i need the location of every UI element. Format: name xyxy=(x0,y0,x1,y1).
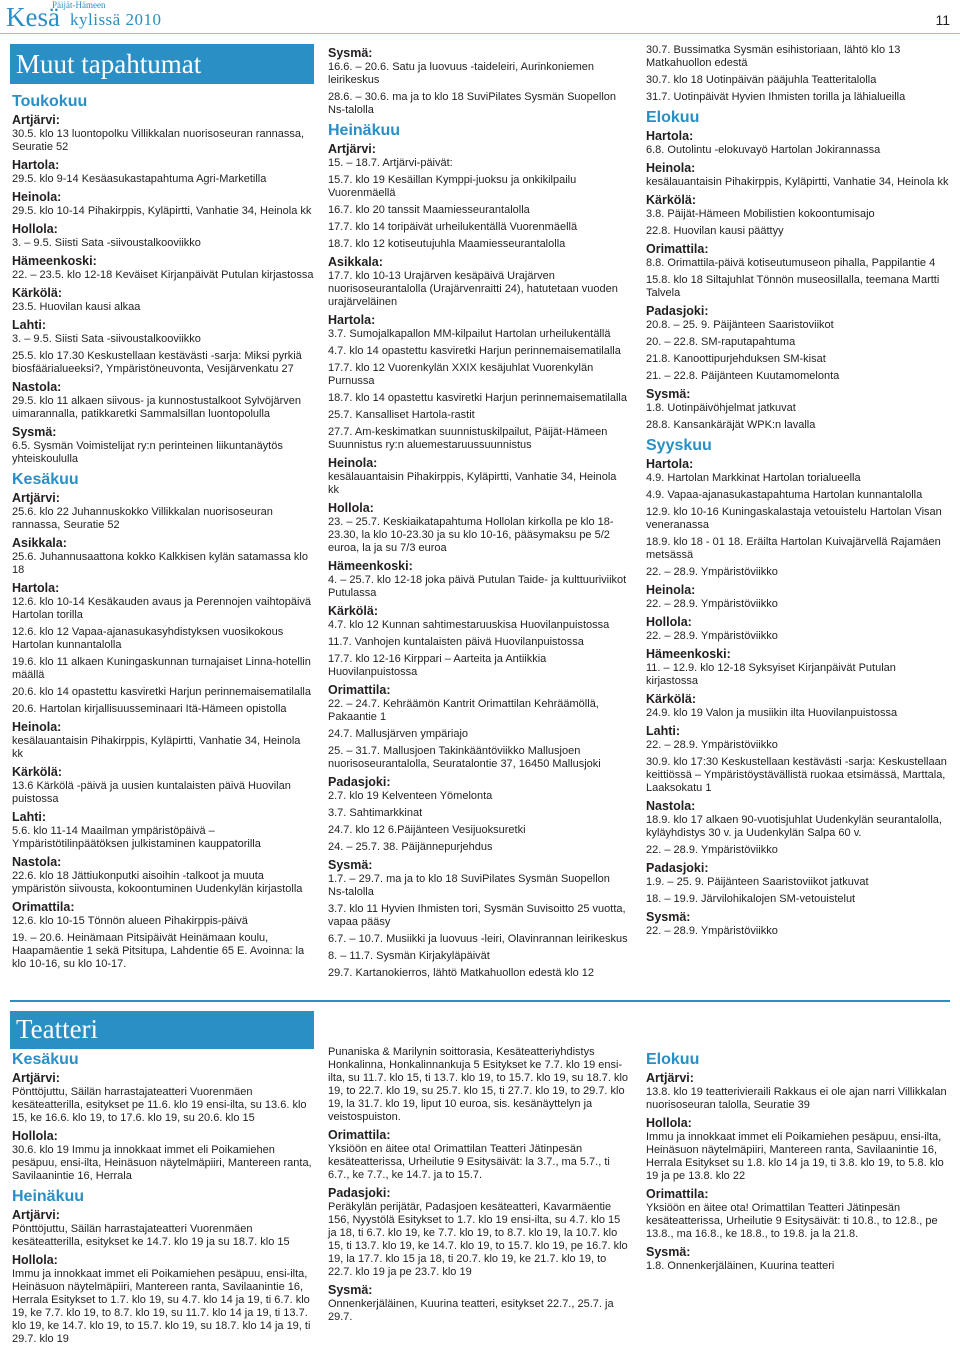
event-entry: 12.6. klo 12 Vapaa-ajanasukasyhdistyksen vuosikokous Hartolan kunnantalolla xyxy=(12,626,284,651)
event-entry: kesälauantaisin Pihakirppis, Kyläpirtti, Vanhatie 34, Heinola kk xyxy=(646,176,949,188)
event-entry: 18. – 19.9. Järvilohikalojen SM-vetouistelut xyxy=(646,893,856,905)
event-entry: 25.6. klo 22 Juhannuskokko Villikkalan nuorisoseuran rannassa, Seuratie 52 xyxy=(12,506,273,531)
town-heading: Nastola: xyxy=(12,380,62,394)
teatteri-column-2 xyxy=(328,1046,630,1328)
event-entry: 20.8. – 25. 9. Päijänteen Saaristoviikot xyxy=(646,319,834,331)
month-heading: Syyskuu xyxy=(646,437,712,454)
event-entry: 6.7. – 10.7. Musiikki ja luovuus -leiri, Olavinrannan leirikeskus xyxy=(328,933,628,945)
event-entry: 3.8. Päijät-Hämeen Mobilistien kokoontumisajo xyxy=(646,208,875,220)
event-entry: 3.7. Sahtimarkkinat xyxy=(328,807,423,819)
town-heading: Hartola: xyxy=(12,581,60,595)
event-entry: 13.6 Kärkölä -päivä ja uusien kuntalaisten päivä Huovilan puistossa xyxy=(12,780,291,805)
town-heading: Orimattila: xyxy=(646,1187,709,1201)
event-entry: 17.7. klo 12-16 Kirppari – Aarteita ja Antiikkia Huovilanpuistossa xyxy=(328,653,547,678)
event-entry: 23. – 25.7. Keskiaikatapahtuma Hollolan kirkolla pe klo 18-23.30, la klo 10-23.30 ja su klo 10-16, pääsymaksu pe 5/2 euroa, la ja su 7/3 euroa xyxy=(328,516,614,554)
event-entry: Pönttöjuttu, Säilän harrastajateatteri Vuorenmäen kesäteatterilla, esitykset ke 14.7. klo 19 ja su 18.7. klo 15 xyxy=(12,1223,290,1248)
event-entry: 17.7. klo 10-13 Urajärven kesäpäivä Urajärven nuorisoseurantalolla (Urajärvenraitti 24), hatutetaan vuoden urajärveläinen xyxy=(328,270,618,308)
page-number: 11 xyxy=(935,12,950,28)
event-entry: 24.7. klo 12 6.Päijänteen Vesijuoksuretki xyxy=(328,824,526,836)
town-heading: Padasjoki: xyxy=(646,304,709,318)
town-heading: Artjärvi: xyxy=(12,113,60,127)
event-entry: 4.7. klo 12 Kunnan sahtimestaruuskisa Huovilanpuistossa xyxy=(328,619,610,631)
event-entry: 18.9. klo 18 - 01 18. Eräilta Hartolan Kuivajärvellä Rajamäen metsässä xyxy=(646,536,941,561)
event-entry: Punaniska & Marilynin soittorasia, Kesäteatteriyhdistys Honkalinna, Honkalinnankuja 5 Esitykset ke 7.7. klo 19 ensi-ilta, su 11.7. klo 15, ti 13.7. klo 19, to 15.7. klo 19, su 18.7. klo 19, to 22.7. klo 19, su 25.7. klo 15, ti 27.7. klo 19, to 29.7. klo 19, la 31.7. klo 19, liput 10 euroa, sis. kesänäyttelyn ja veistospuiston. xyxy=(328,1046,629,1123)
event-entry: 3. – 9.5. Siisti Sata -siivoustalkooviikko xyxy=(12,237,201,249)
town-heading: Artjärvi: xyxy=(12,1071,60,1085)
event-entry: 22. – 23.5. klo 12-18 Keväiset Kirjanpäivät Putulan kirjastossa xyxy=(12,269,314,281)
town-heading: Kärkölä: xyxy=(646,193,697,207)
town-heading: Kärkölä: xyxy=(646,692,697,706)
month-heading: Heinäkuu xyxy=(328,122,401,139)
town-heading: Hollola: xyxy=(328,501,374,515)
event-entry: 22. – 28.9. Ympäristöviikko xyxy=(646,925,778,937)
event-entry: 5.6. klo 11-14 Maailman ympäristöpäivä – Ympäristötilinpäätöksen julkistaminen kauppatorilla xyxy=(12,825,261,850)
muut-column-3 xyxy=(646,44,950,942)
event-entry: Peräkylän perijätär, Padasjoen kesäteatteri, Kavarmäentie 156, Nyystölä Esitykset to 1.7. klo 19 ensi-ilta, su 4.7. klo 15 ja 18, ti 6.7. klo 19, ke 7.7. klo 19, to 8.7. klo 19, la 10.7. klo 15, ti 13.7. klo 19, ke 14.7. klo 19, to 15.7. klo 19, pe 16.7. klo 19, la 17.7. klo 15 ja 18, ti 20.7. klo 19, ke 21.7. klo 19, to 22.7. klo 19 ja pe 23.7. klo 19 xyxy=(328,1201,628,1278)
event-entry: 17.7. klo 12 Vuorenkylän XXIX kesäjuhlat Vuorenkylän Purnussa xyxy=(328,362,594,387)
event-entry: 16.7. klo 20 tanssit Maamiesseurantalolla xyxy=(328,204,530,216)
event-entry: Immu ja innokkaat immet eli Poikamiehen pesäpuu, ensi-ilta, Heinäsuon näytelmäpiiri, Mantereen ranta, Savilaanintie 16, Herrala Esitykset to 1.7. klo 19, su 4.7. klo 14 ja 19, ti 6.7. klo 19, ke 7.7. klo 19, to 8.7. klo 19, su 11.7. klo 14 ja 19, ti 13.7. klo 19, ke 14.7. klo 19, to 15.7. klo 19, su 18.7. klo 14 ja 19, ti 29.7. klo 19 xyxy=(12,1268,311,1345)
event-entry: 30.5. klo 13 luontopolku Villikkalan nuorisoseuran rannassa, Seuratie 52 xyxy=(12,128,305,153)
town-heading: Hartola: xyxy=(646,457,694,471)
town-heading: Orimattila: xyxy=(328,1128,391,1142)
town-heading: Hämeenkoski: xyxy=(328,559,413,573)
month-heading: Kesäkuu xyxy=(12,471,79,488)
town-heading: Hollola: xyxy=(646,615,692,629)
event-entry: 13.8. klo 19 teatterivieraili Rakkaus ei ole ajan narri Villikkalan nuorisoseuran talolla, Seuratie 39 xyxy=(646,1086,947,1111)
teatteri-column-3 xyxy=(646,1046,950,1277)
town-heading: Heinola: xyxy=(328,456,378,470)
town-heading: Artjärvi: xyxy=(328,142,376,156)
event-entry: 19.6. klo 11 alkaen Kuningaskunnan turnajaiset Linna-hotellin määllä xyxy=(12,656,311,681)
event-entry: 22. – 28.9. Ympäristöviikko xyxy=(646,844,778,856)
event-entry: 25.7. Kansalliset Hartola-rastit xyxy=(328,409,475,421)
town-heading: Hartola: xyxy=(646,129,694,143)
event-entry: 4. – 25.7. klo 12-18 joka päivä Putulan Taide- ja kulttuuriviikot Putulassa xyxy=(328,574,627,599)
event-entry: 30.9. klo 17:30 Keskustellaan kestävästi -sarja: Keskustellaan keittiössä – Ympäristöystävällistä ruokaa etsimässä, Marttala, Laaksokatu 1 xyxy=(646,756,947,794)
event-entry: 1.7. – 29.7. ma ja to klo 18 SuviPilates Sysmän Suopellon Ns-talolla xyxy=(328,873,610,898)
brand-big: Kesä xyxy=(6,2,60,32)
event-entry: 15. – 18.7. Artjärvi-päivät: xyxy=(328,157,453,169)
event-entry: 15.8. klo 18 Siltajuhlat Tönnön museosillalla, teemana Martti Talvela xyxy=(646,274,940,299)
event-entry: 1.9. – 25. 9. Päijänteen Saaristoviikot jatkuvat xyxy=(646,876,869,888)
event-entry: 6.8. Outolintu -elokuvayö Hartolan Jokirannassa xyxy=(646,144,881,156)
section-title-muut: Muut tapahtumat xyxy=(10,44,314,84)
town-heading: Hollola: xyxy=(12,1253,58,1267)
month-heading: Elokuu xyxy=(646,109,700,126)
event-entry: 25.5. klo 17.30 Keskustellaan kestävästi -sarja: Miksi pyrkiä biosfäärialueeksi?, Ympäristöneuvonta, Vesijärvenkatu 27 xyxy=(12,350,302,375)
event-entry: 21. – 22.8. Päijänteen Kuutamomelonta xyxy=(646,370,840,382)
event-entry: 12.6. klo 10-14 Kesäkauden avaus ja Perennojen vaihtopäivä Hartolan torilla xyxy=(12,596,312,621)
event-entry: 27.7. Am-keskimatkan suunnistuskilpailut, Päijät-Hämeen Suunnistus ry:n aluemestaruussuunnistus xyxy=(328,426,608,451)
event-entry: 31.7. Uotinpäivät Hyvien Ihmisten torilla ja lähialueilla xyxy=(646,91,906,103)
event-entry: Immu ja innokkaat immet eli Poikamiehen pesäpuu, ensi-ilta, Heinäsuon näytelmäpiiri, Mantereen ranta, Savilaanintie 16, Herrala Esitykset su 1.8. klo 14 ja 19, ti 3.8. klo 19, to 5.8. klo 19 ja pe 13.8. klo 22 xyxy=(646,1131,944,1182)
event-entry: 22.8. Huovilan kausi päättyy xyxy=(646,225,784,237)
event-entry: 3.7. klo 11 Hyvien Ihmisten tori, Sysmän Suvisoitto 25 vuotta, vapaa pääsy xyxy=(328,903,626,928)
town-heading: Nastola: xyxy=(12,855,62,869)
section-divider xyxy=(10,1000,950,1002)
town-heading: Artjärvi: xyxy=(12,1208,60,1222)
brand-rest: kylissä 2010 xyxy=(70,10,162,29)
event-entry: 21.8. Kanoottipurjehduksen SM-kisat xyxy=(646,353,826,365)
event-entry: 22. – 28.9. Ympäristöviikko xyxy=(646,598,778,610)
event-entry: 29.5. klo 10-14 Pihakirppis, Kyläpirtti, Vanhatie 34, Heinola kk xyxy=(12,205,312,217)
town-heading: Padasjoki: xyxy=(646,861,709,875)
event-entry: 18.9. klo 17 alkaen 90-vuotisjuhlat Uudenkylän seurantalolla, kyläyhdistys 30 v. ja Uudenkylän Salpa 60 v. xyxy=(646,814,942,839)
event-entry: 3.7. Sumojalkapallon MM-kilpailut Hartolan urheilukentällä xyxy=(328,328,611,340)
event-entry: 30.7. Bussimatka Sysmän esihistoriaan, lähtö klo 13 Matkahuollon edestä xyxy=(646,44,901,69)
event-entry: 22. – 28.9. Ympäristöviikko xyxy=(646,739,778,751)
event-entry: kesälauantaisin Pihakirppis, Kyläpirtti, Vanhatie 34, Heinola kk xyxy=(12,735,301,760)
event-entry: 19. – 20.6. Heinämaan Pitsipäivät Heinämaan koulu, Haapamäentie 1 sekä Pitsitupa, Lahdentie 65 E. Avoinna: la klo 10-16, su klo 10-17. xyxy=(12,932,305,970)
town-heading: Hartola: xyxy=(12,158,60,172)
month-heading: Heinäkuu xyxy=(12,1188,85,1205)
event-entry: 3. – 9.5. Siisti Sata -siivoustalkooviikko xyxy=(12,333,201,345)
event-entry: 22. – 28.9. Ympäristöviikko xyxy=(646,566,778,578)
event-entry: 2.7. klo 19 Kelventeen Yömelonta xyxy=(328,790,493,802)
town-heading: Artjärvi: xyxy=(12,491,60,505)
event-entry: 29.5. klo 9-14 Kesäasukastapahtuma Agri-Marketilla xyxy=(12,173,267,185)
town-heading: Hollola: xyxy=(12,222,58,236)
town-heading: Padasjoki: xyxy=(328,1186,391,1200)
event-entry: 8. – 11.7. Sysmän Kirjakyläpäivät xyxy=(328,950,490,962)
event-entry: 20. – 22.8. SM-raputapahtuma xyxy=(646,336,796,348)
town-heading: Artjärvi: xyxy=(646,1071,694,1085)
town-heading: Hämeenkoski: xyxy=(646,647,731,661)
event-entry: kesälauantaisin Pihakirppis, Kyläpirtti, Vanhatie 34, Heinola kk xyxy=(328,471,617,496)
event-entry: Onnenkerjäläinen, Kuurina teatteri, esitykset 22.7., 25.7. ja 29.7. xyxy=(328,1298,614,1323)
town-heading: Orimattila: xyxy=(12,900,75,914)
event-entry: 16.6. – 20.6. Satu ja luovuus -taideleiri, Aurinkoniemen leirikeskus xyxy=(328,61,594,86)
town-heading: Asikkala: xyxy=(12,536,67,550)
town-heading: Sysmä: xyxy=(328,1283,373,1297)
month-heading: Kesäkuu xyxy=(12,1051,79,1068)
event-entry: 6.5. Sysmän Voimistelijat ry:n perinteinen liikuntanäytös yhteiskoululla xyxy=(12,440,283,465)
town-heading: Sysmä: xyxy=(328,46,373,60)
event-entry: 11.7. Vanhojen kuntalaisten päivä Huovilanpuistossa xyxy=(328,636,584,648)
event-entry: 30.7. klo 18 Uotinpäivän pääjuhla Teatteritalolla xyxy=(646,74,877,86)
muut-column-2 xyxy=(328,44,630,984)
event-entry: 12.6. klo 10-15 Tönnön alueen Pihakirppis-päivä xyxy=(12,915,248,927)
town-heading: Sysmä: xyxy=(12,425,57,439)
event-entry: 22.6. klo 18 Jättiukonputki aisoihin -talkoot ja muuta ympäristön siivousta, kokoontuminen Uudenkylän kirjastolla xyxy=(12,870,303,895)
town-heading: Kärkölä: xyxy=(12,765,63,779)
town-heading: Heinola: xyxy=(12,190,62,204)
town-heading: Lahti: xyxy=(646,724,681,738)
town-heading: Heinola: xyxy=(646,161,696,175)
town-heading: Heinola: xyxy=(646,583,696,597)
town-heading: Kärkölä: xyxy=(12,286,63,300)
event-entry: 18.7. klo 12 kotiseutujuhla Maamiesseurantalolla xyxy=(328,238,566,250)
event-entry: 29.7. Kartanokierros, lähtö Matkahuollon edestä klo 12 xyxy=(328,967,594,979)
brand-small: Päijät-Hämeen xyxy=(52,0,106,10)
town-heading: Asikkala: xyxy=(328,255,383,269)
town-heading: Padasjoki: xyxy=(328,775,391,789)
town-heading: Heinola: xyxy=(12,720,62,734)
event-entry: 11. – 12.9. klo 12-18 Syksyiset Kirjanpäivät Putulan kirjastossa xyxy=(646,662,896,687)
event-entry: 25.6. Juhannusaattona kokko Kalkkisen kylän satamassa klo 18 xyxy=(12,551,308,576)
event-entry: Yksiöön en äitee ota! Orimattilan Teatteri Jätinpesän kesäteatterissa, Urheilutie 9 Esitysäivät: la 3.7., ma 5.7., ti 6.7., ke 7.7., ke 14.7. ja to 15.7. xyxy=(328,1143,610,1181)
event-entry: Pönttöjuttu, Säilän harrastajateatteri Vuorenmäen kesäteatterilla, esitykset pe 11.6. klo 19 ensi-ilta, su 13.6. klo 15, ke 16.6. klo 19, to 17.6. klo 19, su 20.6. klo 15 xyxy=(12,1086,307,1124)
event-entry: 1.8. Uotinpäivöhjelmat jatkuvat xyxy=(646,402,796,414)
town-heading: Sysmä: xyxy=(328,858,373,872)
event-entry: Yksiöön en äitee ota! Orimattilan Teatteri Jätinpesän kesäteatterissa, Urheilutie 9 Esitysäivät: ti 10.8., to 12.8., pe 13.8., ma 16.8., ke 18.8., to 19.8. ja la 21.8. xyxy=(646,1202,938,1240)
event-entry: 4.9. Vapaa-ajanasukastapahtuma Hartolan kunnantalolla xyxy=(646,489,923,501)
event-entry: 20.6. Hartolan kirjallisuusseminaari Itä-Hämeen opistolla xyxy=(12,703,287,715)
event-entry: 24. – 25.7. 38. Päijännepurjehdus xyxy=(328,841,493,853)
event-entry: 23.5. Huovilan kausi alkaa xyxy=(12,301,141,313)
event-entry: 28.8. Kansankäräjät WPK:n lavalla xyxy=(646,419,816,431)
event-entry: 24.7. Mallusjärven ympäriajo xyxy=(328,728,469,740)
event-entry: 29.5. klo 11 alkaen siivous- ja kunnostustalkoot Sylvöjärven uimarannalla, patikkaretki Sammalsillan luontopolulla xyxy=(12,395,302,420)
event-entry: 4.9. Hartolan Markkinat Hartolan torialueella xyxy=(646,472,861,484)
town-heading: Orimattila: xyxy=(328,683,391,697)
town-heading: Sysmä: xyxy=(646,387,691,401)
event-entry: 12.9. klo 10-16 Kuningaskalastaja vetouistelu Hartolan Visan veneranassa xyxy=(646,506,942,531)
teatteri-column-1 xyxy=(12,1046,314,1350)
section-title-teatteri: Teatteri xyxy=(10,1011,314,1049)
header-rule xyxy=(0,33,960,34)
event-entry: 22. – 24.7. Kehräämön Kantrit Orimattilan Kehräämöllä, Pakaantie 1 xyxy=(328,698,599,723)
event-entry: 18.7. klo 14 opastettu kasviretki Harjun perinnemaisematilalla xyxy=(328,392,627,404)
town-heading: Hämeenkoski: xyxy=(12,254,97,268)
event-entry: 4.7. klo 14 opastettu kasviretki Harjun perinnemaisematilalla xyxy=(328,345,621,357)
town-heading: Lahti: xyxy=(12,810,47,824)
event-entry: 24.9. klo 19 Valon ja musiikin ilta Huovilanpuistossa xyxy=(646,707,898,719)
town-heading: Sysmä: xyxy=(646,910,691,924)
town-heading: Nastola: xyxy=(646,799,696,813)
event-entry: 25. – 31.7. Mallusjoen Takinkääntöviikko Mallusjoen nuorisoseurantalolla, Seuratalontie 37, 16450 Mallusjoki xyxy=(328,745,601,770)
event-entry: 1.8. Onnenkerjäläinen, Kuurina teatteri xyxy=(646,1260,835,1272)
event-entry: 8.8. Orimattila-päivä kotiseutumuseon pihalla, Pappilantie 4 xyxy=(646,257,936,269)
event-entry: 30.6. klo 19 Immu ja innokkaat immet eli Poikamiehen pesäpuu, ensi-ilta, Heinäsuon näytelmäpiiri, Mantereen ranta, Savilaanintie 16, Herrala xyxy=(12,1144,312,1182)
month-heading: Elokuu xyxy=(646,1051,700,1068)
muut-column-1 xyxy=(12,88,314,975)
town-heading: Orimattila: xyxy=(646,242,709,256)
town-heading: Lahti: xyxy=(12,318,47,332)
town-heading: Hollola: xyxy=(12,1129,58,1143)
town-heading: Sysmä: xyxy=(646,1245,691,1259)
event-entry: 28.6. – 30.6. ma ja to klo 18 SuviPilates Sysmän Suopellon Ns-talolla xyxy=(328,91,617,116)
town-heading: Hollola: xyxy=(646,1116,692,1130)
event-entry: 22. – 28.9. Ympäristöviikko xyxy=(646,630,778,642)
event-entry: 15.7. klo 19 Kesäillan Kymppi-juoksu ja onkikilpailu Vuorenmäellä xyxy=(328,174,577,199)
town-heading: Kärkölä: xyxy=(328,604,379,618)
month-heading: Toukokuu xyxy=(12,93,88,110)
event-entry: 17.7. klo 14 toripäivät urheilukentällä Vuorenmäellä xyxy=(328,221,578,233)
event-entry: 20.6. klo 14 opastettu kasviretki Harjun perinnemaisematilalla xyxy=(12,686,311,698)
town-heading: Hartola: xyxy=(328,313,376,327)
page-header xyxy=(0,0,960,34)
